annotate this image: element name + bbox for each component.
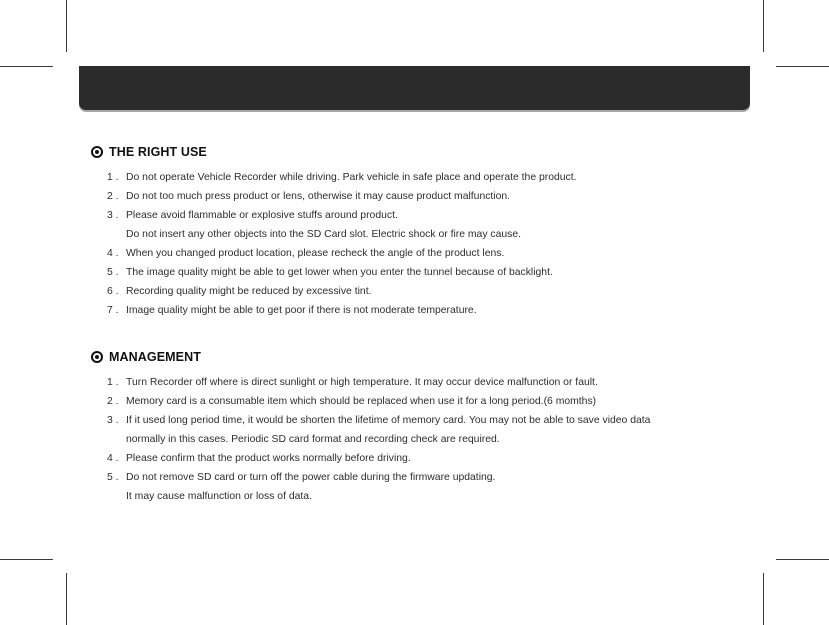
section-management xyxy=(91,349,731,506)
crop-mark-top-right-horizontal xyxy=(776,66,829,67)
item-line: Turn Recorder off where is direct sunlight or high temperature. It may occur device malfunction or fault. xyxy=(126,377,598,388)
list-item xyxy=(107,187,731,206)
item-number: 4 . xyxy=(107,248,119,259)
item-text xyxy=(126,206,521,244)
right-use-list xyxy=(107,168,731,320)
item-number: 3 . xyxy=(107,210,119,221)
item-number: 6 . xyxy=(107,286,119,297)
item-line: The image quality might be able to get lower when you enter the tunnel because of backlight. xyxy=(126,267,553,278)
crop-mark-top-right-vertical xyxy=(763,0,764,52)
section-title-right-use xyxy=(91,144,731,160)
item-number: 5 . xyxy=(107,472,119,483)
list-item xyxy=(107,244,731,263)
item-line: Please avoid flammable or explosive stuffs around product. xyxy=(126,210,398,221)
list-item xyxy=(107,468,731,506)
crop-mark-bottom-left-vertical xyxy=(66,573,67,625)
list-item xyxy=(107,392,731,411)
list-item xyxy=(107,411,731,449)
crop-mark-bottom-right-horizontal xyxy=(776,559,829,560)
item-text xyxy=(126,263,553,282)
section-right-use xyxy=(91,144,731,320)
list-item xyxy=(107,373,731,392)
item-text xyxy=(126,468,495,506)
item-text xyxy=(126,392,596,411)
item-line: Do not remove SD card or turn off the power cable during the firmware updating. xyxy=(126,472,496,483)
crop-mark-bottom-right-vertical xyxy=(763,573,764,625)
circle-dot-icon xyxy=(91,146,103,158)
item-number: 2 . xyxy=(107,396,119,407)
circle-dot-icon xyxy=(91,351,103,363)
crop-mark-top-left-horizontal xyxy=(0,66,53,67)
section-title-text: MANAGEMENT xyxy=(109,350,201,364)
item-text xyxy=(126,411,650,449)
item-text xyxy=(126,187,510,206)
item-number: 3 . xyxy=(107,415,119,426)
list-item xyxy=(107,282,731,301)
management-list xyxy=(107,373,731,506)
crop-mark-bottom-left-horizontal xyxy=(0,559,53,560)
item-line: Do not too much press product or lens, otherwise it may cause product malfunction. xyxy=(126,191,511,202)
item-text xyxy=(126,168,577,187)
item-number: 4 . xyxy=(107,453,119,464)
section-title-text: THE RIGHT USE xyxy=(109,145,207,159)
item-text xyxy=(126,301,477,320)
list-item xyxy=(107,263,731,282)
item-number: 1 . xyxy=(107,172,119,183)
item-number: 1 . xyxy=(107,377,119,388)
list-item xyxy=(107,206,731,244)
item-line: Do not operate Vehicle Recorder while driving. Park vehicle in safe place and operate the product. xyxy=(126,172,577,183)
item-line: normally in this cases. Periodic SD card format and recording check are required. xyxy=(126,434,500,445)
item-line: Please confirm that the product works normally before driving. xyxy=(126,453,411,464)
item-number: 5 . xyxy=(107,267,119,278)
item-line: Memory card is a consumable item which should be replaced when use it for a long period.(6 momths) xyxy=(126,396,597,407)
section-title-management xyxy=(91,349,731,365)
item-line: If it used long period time, it would be shorten the lifetime of memory card. You may not be able to save video data xyxy=(126,415,651,426)
item-number: 7 . xyxy=(107,305,119,316)
item-text xyxy=(126,373,598,392)
item-text xyxy=(126,244,504,263)
item-line: Recording quality might be reduced by excessive tint. xyxy=(126,286,372,297)
crop-mark-top-left-vertical xyxy=(66,0,67,52)
list-item xyxy=(107,449,731,468)
item-text xyxy=(126,282,371,301)
item-line: Do not insert any other objects into the SD Card slot. Electric shock or fire may cause. xyxy=(126,229,522,240)
item-number: 2 . xyxy=(107,191,119,202)
item-line: It may cause malfunction or loss of data. xyxy=(126,491,312,502)
header-bar xyxy=(79,66,750,110)
list-item xyxy=(107,301,731,320)
item-line: When you changed product location, please recheck the angle of the product lens. xyxy=(126,248,505,259)
item-text xyxy=(126,449,411,468)
item-line: Image quality might be able to get poor if there is not moderate temperature. xyxy=(126,305,477,316)
list-item xyxy=(107,168,731,187)
